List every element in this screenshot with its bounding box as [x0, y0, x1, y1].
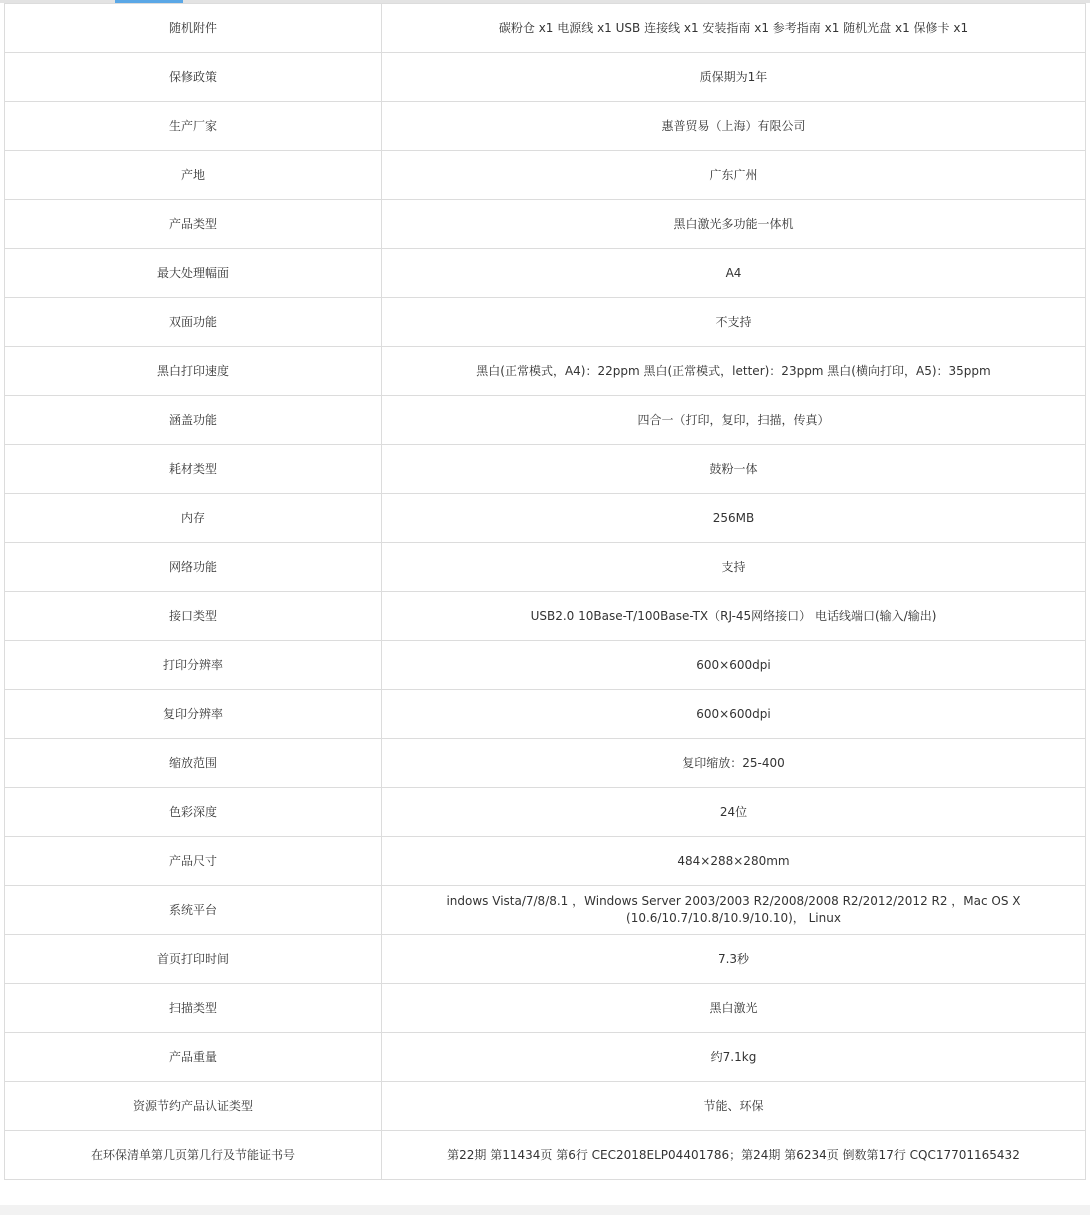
spec-label: 网络功能 [5, 543, 382, 592]
spec-value: A4 [382, 249, 1086, 298]
spec-label: 系统平台 [5, 886, 382, 935]
spec-label: 保修政策 [5, 53, 382, 102]
spec-value: 惠普贸易（上海）有限公司 [382, 102, 1086, 151]
spec-value: 第22期 第11434页 第6行 CEC2018ELP04401786；第24期 第6234页 倒数第17行 CQC17701165432 [382, 1131, 1086, 1180]
spec-label: 黑白打印速度 [5, 347, 382, 396]
spec-table [4, 3, 1086, 1180]
spec-label: 产品尺寸 [5, 837, 382, 886]
spec-value: indows Vista/7/8/8.1 ，Windows Server 2003/2003 R2/2008/2008 R2/2012/2012 R2 ，Mac OS X (10.6/10.7/10.8/10.9/10.10)， Linux [382, 886, 1086, 935]
spec-value: 节能、环保 [382, 1082, 1086, 1131]
spec-label: 色彩深度 [5, 788, 382, 837]
spec-value: 484×288×280mm [382, 837, 1086, 886]
spec-label: 首页打印时间 [5, 935, 382, 984]
spec-value: 广东广州 [382, 151, 1086, 200]
spec-label: 在环保清单第几页第几行及节能证书号 [5, 1131, 382, 1180]
spec-label: 复印分辨率 [5, 690, 382, 739]
spec-row [5, 641, 1086, 690]
spec-value: 7.3秒 [382, 935, 1086, 984]
spec-value: 黑白激光多功能一体机 [382, 200, 1086, 249]
spec-row [5, 935, 1086, 984]
spec-row [5, 494, 1086, 543]
spec-label: 扫描类型 [5, 984, 382, 1033]
spec-row [5, 151, 1086, 200]
spec-label: 耗材类型 [5, 445, 382, 494]
spec-row [5, 543, 1086, 592]
spec-row [5, 4, 1086, 53]
spec-row [5, 592, 1086, 641]
spec-value: 支持 [382, 543, 1086, 592]
spec-value: 质保期为1年 [382, 53, 1086, 102]
spec-row [5, 690, 1086, 739]
spec-label: 打印分辨率 [5, 641, 382, 690]
spec-row [5, 1082, 1086, 1131]
spec-value: USB2.0 10Base-T/100Base-TX（RJ-45网络接口） 电话线端口(输入/输出) [382, 592, 1086, 641]
spec-value: 黑白(正常模式，A4)：22ppm 黑白(正常模式，letter)：23ppm 黑白(横向打印，A5)：35ppm [382, 347, 1086, 396]
spec-row [5, 837, 1086, 886]
spec-row [5, 298, 1086, 347]
spec-value: 黑白激光 [382, 984, 1086, 1033]
spec-row [5, 445, 1086, 494]
spec-row [5, 788, 1086, 837]
page-footer-strip [0, 1205, 1090, 1215]
spec-row [5, 249, 1086, 298]
spec-label: 最大处理幅面 [5, 249, 382, 298]
spec-row [5, 1033, 1086, 1082]
spec-value: 碳粉仓 x1 电源线 x1 USB 连接线 x1 安装指南 x1 参考指南 x1 随机光盘 x1 保修卡 x1 [382, 4, 1086, 53]
spec-value: 鼓粉一体 [382, 445, 1086, 494]
spec-value: 256MB [382, 494, 1086, 543]
spec-row [5, 200, 1086, 249]
spec-label: 双面功能 [5, 298, 382, 347]
spec-value: 24位 [382, 788, 1086, 837]
spec-table-body [5, 4, 1086, 1180]
spec-label: 生产厂家 [5, 102, 382, 151]
spec-row [5, 739, 1086, 788]
spec-row [5, 396, 1086, 445]
spec-label: 缩放范围 [5, 739, 382, 788]
spec-row [5, 1131, 1086, 1180]
spec-row [5, 53, 1086, 102]
spec-value: 四合一（打印，复印，扫描，传真） [382, 396, 1086, 445]
spec-row [5, 886, 1086, 935]
spec-value: 约7.1kg [382, 1033, 1086, 1082]
spec-label: 内存 [5, 494, 382, 543]
spec-label: 产品类型 [5, 200, 382, 249]
spec-value: 600×600dpi [382, 690, 1086, 739]
spec-label: 接口类型 [5, 592, 382, 641]
spec-label: 产地 [5, 151, 382, 200]
spec-label: 随机附件 [5, 4, 382, 53]
spec-label: 涵盖功能 [5, 396, 382, 445]
spec-value: 不支持 [382, 298, 1086, 347]
spec-row [5, 984, 1086, 1033]
spec-row [5, 102, 1086, 151]
spec-label: 产品重量 [5, 1033, 382, 1082]
spec-value: 复印缩放：25-400 [382, 739, 1086, 788]
spec-row [5, 347, 1086, 396]
spec-value: 600×600dpi [382, 641, 1086, 690]
spec-label: 资源节约产品认证类型 [5, 1082, 382, 1131]
